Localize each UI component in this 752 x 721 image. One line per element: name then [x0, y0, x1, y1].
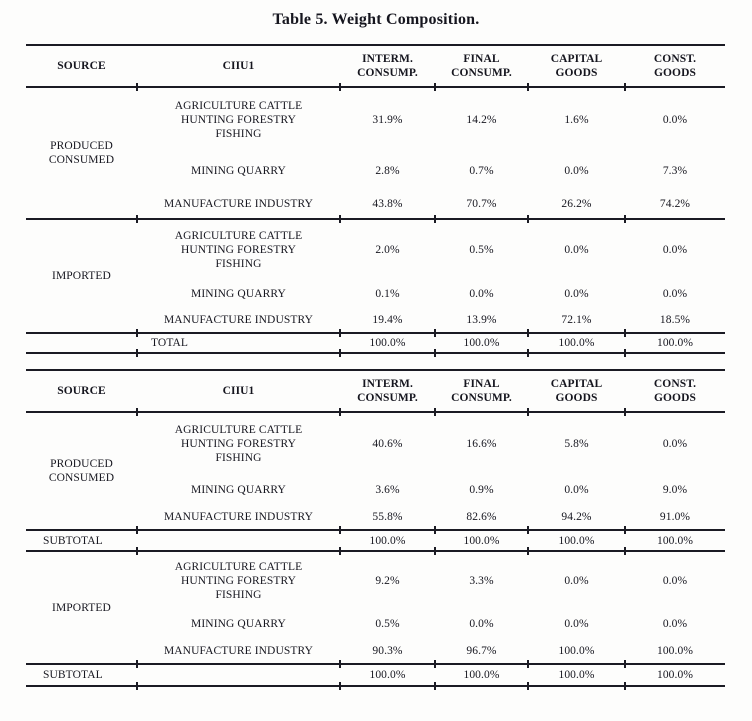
value-cell: 0.0% — [469, 288, 494, 300]
value-cell: 0.0% — [564, 618, 589, 630]
column-tick — [136, 83, 138, 91]
ciiu1-label: MINING QUARRY — [191, 288, 286, 300]
value-cell: 70.7% — [466, 198, 497, 210]
column-tick — [434, 83, 436, 91]
subtotal-label: SUBTOTAL — [43, 669, 103, 681]
table2-header-row — [26, 371, 725, 411]
column-tick — [434, 526, 436, 534]
rule — [26, 86, 725, 88]
column-tick — [624, 682, 626, 690]
column-tick — [434, 329, 436, 337]
subtotal-value: 100.0% — [463, 534, 500, 547]
rule-top — [26, 44, 725, 46]
column-tick — [527, 526, 529, 534]
ciiu1-label — [137, 413, 340, 475]
header-label: CAPITAL GOODS — [550, 53, 603, 79]
value-cell: 74.2% — [659, 198, 691, 210]
ciiu1-label — [137, 220, 340, 280]
value-cell: 2.8% — [375, 165, 400, 177]
value-cell: 14.2% — [466, 114, 497, 126]
column-tick — [136, 547, 138, 555]
header-label: FINAL CONSUMP. — [451, 378, 512, 404]
column-tick — [624, 83, 626, 91]
const-goods-header — [625, 371, 725, 411]
value-cell: 0.0% — [564, 165, 589, 177]
column-tick — [624, 329, 626, 337]
rule-bottom — [26, 685, 725, 687]
final-consump-header — [435, 371, 528, 411]
ciiu1-text: AGRICULTURE CATTLE HUNTING FORESTRY FISHING — [174, 230, 303, 270]
value-cell: 0.7% — [469, 165, 494, 177]
column-tick — [527, 215, 529, 223]
column-tick — [527, 408, 529, 416]
column-tick — [624, 660, 626, 668]
column-tick — [339, 526, 341, 534]
ciiu1-label — [137, 88, 340, 152]
subtotal-value: 100.0% — [656, 534, 694, 547]
value-cell: 0.0% — [469, 618, 494, 630]
ciiu1-label: MANUFACTURE INDUSTRY — [163, 644, 314, 657]
column-tick — [527, 547, 529, 555]
rule — [26, 332, 725, 334]
column-tick — [136, 682, 138, 690]
source-header: SOURCE — [57, 385, 106, 397]
value-cell: 1.6% — [564, 114, 589, 126]
value-cell: 0.0% — [662, 114, 688, 126]
column-tick — [624, 349, 626, 357]
value-cell: 2.0% — [375, 244, 400, 256]
header-label: INTERM. CONSUMP. — [357, 53, 418, 79]
header-label: FINAL CONSUMP. — [451, 53, 512, 79]
value-cell: 96.7% — [466, 644, 497, 657]
ciiu1-label: MANUFACTURE INDUSTRY — [163, 198, 314, 210]
column-tick — [339, 215, 341, 223]
ciiu1-label: MINING QUARRY — [191, 618, 286, 630]
value-cell: 72.1% — [561, 314, 592, 326]
subtotal-value: 100.0% — [656, 669, 694, 681]
column-tick — [624, 547, 626, 555]
source-header: SOURCE — [57, 60, 106, 72]
column-tick — [339, 408, 341, 416]
column-tick — [527, 682, 529, 690]
value-cell: 0.5% — [375, 618, 400, 630]
subtotal-label: SUBTOTAL — [43, 534, 103, 547]
ciiu1-label: MINING QUARRY — [191, 484, 286, 496]
rule — [26, 529, 725, 531]
subtotal-value: 100.0% — [369, 669, 406, 681]
total-value: 100.0% — [369, 337, 406, 349]
value-cell: 82.6% — [466, 511, 497, 523]
ciiu1-text: AGRICULTURE CATTLE HUNTING FORESTRY FISHING — [174, 424, 303, 464]
table-caption: Table 5. Weight Composition. — [272, 11, 480, 28]
value-cell: 0.0% — [662, 618, 688, 630]
value-cell: 100.0% — [656, 644, 694, 657]
column-tick — [434, 547, 436, 555]
ciiu1-label: MANUFACTURE INDUSTRY — [163, 314, 314, 326]
rule — [26, 663, 725, 665]
const-goods-header — [625, 46, 725, 86]
ciiu1-label: MANUFACTURE INDUSTRY — [163, 511, 314, 523]
total-value: 100.0% — [558, 337, 595, 349]
final-consump-header — [435, 46, 528, 86]
table1-header-row — [26, 46, 725, 86]
column-tick — [136, 215, 138, 223]
value-cell: 9.0% — [662, 484, 688, 496]
value-cell: 3.3% — [469, 575, 494, 587]
value-cell: 26.2% — [561, 198, 592, 210]
ciiu1-header: CIIU1 — [222, 60, 255, 72]
value-cell: 0.9% — [469, 484, 494, 496]
column-tick — [624, 215, 626, 223]
rule — [26, 218, 725, 220]
capital-goods-header — [528, 371, 625, 411]
subtotal-row — [26, 665, 725, 685]
column-tick — [136, 329, 138, 337]
weight-table-1 — [26, 44, 725, 354]
rule-bottom — [26, 352, 725, 354]
ciiu1-label — [137, 552, 340, 610]
imported-group — [26, 220, 725, 332]
total-value: 100.0% — [463, 337, 500, 349]
value-cell: 0.0% — [564, 288, 589, 300]
value-cell: 0.0% — [662, 575, 688, 587]
header-label: CONST. GOODS — [653, 53, 697, 79]
column-tick — [624, 526, 626, 534]
source-label: IMPORTED — [52, 601, 111, 614]
value-cell: 91.0% — [659, 511, 691, 523]
produced-consumed-group — [26, 88, 725, 218]
imported-group — [26, 552, 725, 663]
value-cell: 94.2% — [561, 511, 592, 523]
column-tick — [624, 408, 626, 416]
ciiu1-header: CIIU1 — [222, 385, 255, 397]
column-tick — [339, 547, 341, 555]
header-label: CAPITAL GOODS — [550, 378, 603, 404]
ciiu1-label: MINING QUARRY — [191, 165, 286, 177]
value-cell: 5.8% — [564, 438, 589, 450]
column-tick — [339, 682, 341, 690]
column-tick — [339, 83, 341, 91]
column-tick — [527, 329, 529, 337]
value-cell: 3.6% — [375, 484, 400, 496]
column-tick — [434, 349, 436, 357]
total-label: TOTAL — [151, 337, 189, 349]
rule — [26, 411, 725, 413]
column-tick — [136, 660, 138, 668]
value-cell: 0.0% — [662, 244, 688, 256]
value-cell: 31.9% — [372, 114, 403, 126]
value-cell: 55.8% — [372, 511, 403, 523]
weight-table-2 — [26, 369, 725, 687]
value-cell: 0.0% — [564, 484, 589, 496]
rule — [26, 550, 725, 552]
column-tick — [434, 408, 436, 416]
value-cell: 40.6% — [372, 438, 403, 450]
interm-consump-header — [340, 371, 435, 411]
subtotal-value: 100.0% — [463, 669, 500, 681]
source-label: IMPORTED — [52, 270, 111, 282]
subtotal-value: 100.0% — [558, 534, 595, 547]
column-tick — [434, 215, 436, 223]
ciiu1-text: AGRICULTURE CATTLE HUNTING FORESTRY FISHING — [174, 561, 303, 601]
subtotal-row — [26, 531, 725, 550]
column-tick — [339, 349, 341, 357]
value-cell: 9.2% — [375, 575, 400, 587]
header-label: CONST. GOODS — [653, 378, 697, 404]
column-tick — [527, 349, 529, 357]
value-cell: 90.3% — [372, 644, 403, 657]
value-cell: 18.5% — [659, 314, 691, 326]
value-cell: 0.0% — [662, 288, 688, 300]
subtotal-value: 100.0% — [369, 534, 406, 547]
header-label: INTERM. CONSUMP. — [357, 378, 418, 404]
subtotal-value: 100.0% — [558, 669, 595, 681]
value-cell: 0.0% — [564, 575, 589, 587]
ciiu1-text: AGRICULTURE CATTLE HUNTING FORESTRY FISHING — [174, 100, 303, 140]
column-tick — [339, 660, 341, 668]
produced-consumed-group — [26, 413, 725, 529]
capital-goods-header — [528, 46, 625, 86]
value-cell: 0.0% — [564, 244, 589, 256]
total-row — [26, 334, 725, 352]
column-tick — [527, 660, 529, 668]
column-tick — [136, 408, 138, 416]
column-tick — [136, 526, 138, 534]
column-tick — [527, 83, 529, 91]
source-label: PRODUCED CONSUMED — [48, 458, 115, 484]
rule-top — [26, 369, 725, 371]
value-cell: 100.0% — [558, 644, 595, 657]
value-cell: 43.8% — [372, 198, 403, 210]
total-value: 100.0% — [656, 337, 694, 349]
value-cell: 19.4% — [372, 314, 403, 326]
value-cell: 0.1% — [375, 288, 400, 300]
source-label: PRODUCED CONSUMED — [48, 140, 115, 166]
value-cell: 0.5% — [469, 244, 494, 256]
column-tick — [434, 660, 436, 668]
value-cell: 7.3% — [662, 165, 688, 177]
column-tick — [136, 349, 138, 357]
column-tick — [339, 329, 341, 337]
value-cell: 13.9% — [466, 314, 497, 326]
column-tick — [434, 682, 436, 690]
value-cell: 16.6% — [466, 438, 497, 450]
interm-consump-header — [340, 46, 435, 86]
value-cell: 0.0% — [662, 438, 688, 450]
